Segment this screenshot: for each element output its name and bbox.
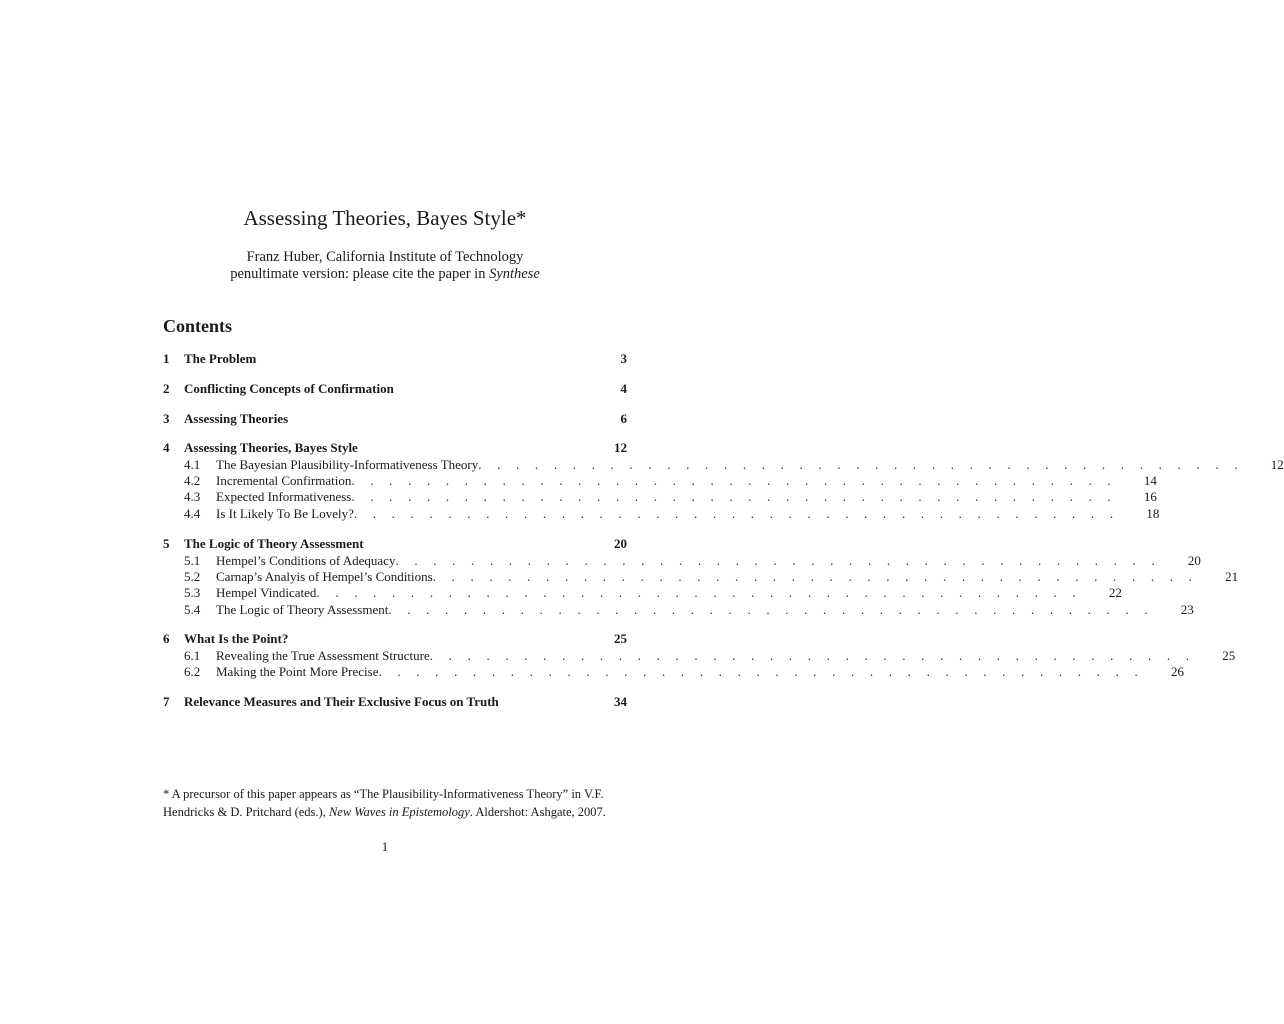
toc-subsection-page: 25 — [1222, 648, 1236, 663]
toc-subsection-number: 4.1 — [184, 457, 201, 472]
page-number: 1 — [381, 839, 389, 854]
toc-section-page: 4 — [620, 381, 627, 396]
toc-section-page: 25 — [614, 631, 627, 646]
toc-subsection-page: 12 — [1270, 457, 1284, 472]
footnote — [163, 785, 633, 821]
paper-title: Assessing Theories, Bayes Style* — [243, 206, 527, 230]
toc-section-5[interactable] — [163, 535, 627, 552]
dot-leader: . . . . . . . . . . . . . . . . . . . . . . . . . . . . . . . . . . . . . . . . . — [432, 569, 1199, 585]
footnote-book-title: New Waves in Epistemology — [328, 805, 470, 819]
toc-section-title: Assessing Theories, Bayes Style — [184, 440, 358, 455]
toc-subsection-number: 6.1 — [184, 648, 201, 663]
toc-section-page: 6 — [620, 411, 627, 426]
toc-section-6[interactable] — [163, 630, 627, 647]
toc-subsection-page: 18 — [1146, 505, 1160, 521]
toc-section-number: 3 — [163, 411, 170, 426]
toc-section-title: Conflicting Concepts of Confirmation — [184, 381, 394, 396]
toc-section-title: Relevance Measures and Their Exclusive Focus on Truth — [184, 694, 499, 709]
toc-subsection-page: 22 — [1108, 585, 1122, 601]
toc-subsection-number: 5.3 — [184, 585, 201, 601]
toc-subsection-number: 4.4 — [184, 505, 201, 521]
toc-section-4[interactable] — [163, 439, 627, 456]
toc-subsection-title: Making the Point More Precise — [216, 664, 379, 680]
toc-subsection-number: 5.1 — [184, 553, 201, 568]
toc-section-number: 7 — [163, 694, 170, 709]
dot-leader: . . . . . . . . . . . . . . . . . . . . . . . . . . . . . . . . . . . . . . . . . — [378, 664, 1144, 680]
toc-subsection-title: Is It Likely To Be Lovely? — [216, 505, 354, 521]
toc-section-page: 34 — [614, 694, 627, 709]
dot-leader: . . . . . . . . . . . . . . . . . . . . . . . . . . . . . . . . . . . . . . . . . — [351, 473, 1117, 489]
toc-section-title: What Is the Point? — [184, 631, 289, 646]
toc-subsection-5-1[interactable] — [163, 552, 1201, 569]
footnote-text: * A precursor of this paper appears as “The Plausibility-Informativeness Theory” in V.F. Hendricks & D. Pritchard (eds.), — [163, 787, 604, 819]
dot-leader: . . . . . . . . . . . . . . . . . . . . . . . . . . . . . . . . . . . . . . . . . — [478, 457, 1244, 472]
toc-section-number: 1 — [163, 351, 170, 366]
toc-subsection-page: 26 — [1170, 664, 1184, 680]
toc-subsection-6-2[interactable] — [163, 663, 1184, 680]
toc-subsection-title: The Logic of Theory Assessment — [216, 601, 389, 617]
toc-subsection-number: 4.2 — [184, 473, 201, 489]
toc-subsection-4-2[interactable] — [163, 472, 1157, 489]
toc-subsection-page: 21 — [1225, 569, 1239, 585]
toc-section-page: 12 — [614, 440, 627, 455]
toc-section-title: The Problem — [184, 351, 257, 366]
toc-section-2[interactable] — [163, 380, 627, 397]
toc-subsection-5-4[interactable] — [163, 601, 1194, 618]
toc-subsection-title: The Bayesian Plausibility-Informativeness Theory — [216, 457, 479, 472]
author-line: Franz Huber, California Institute of Technology — [246, 249, 524, 265]
toc-section-number: 2 — [163, 381, 170, 396]
toc-subsection-6-1[interactable] — [163, 647, 1236, 664]
toc-section-page: 20 — [614, 536, 627, 551]
toc-section-number: 5 — [163, 536, 170, 551]
toc-subsection-4-1[interactable] — [163, 456, 1284, 473]
toc-section-number: 6 — [163, 631, 170, 646]
toc-subsection-number: 4.3 — [184, 489, 201, 505]
toc-section-page: 3 — [620, 351, 627, 366]
toc-subsection-page: 14 — [1143, 473, 1157, 489]
toc-section-7[interactable] — [163, 693, 627, 710]
footnote-text-end: . Aldershot: Ashgate, 2007. — [469, 805, 606, 819]
toc-subsection-page: 16 — [1143, 489, 1157, 505]
journal-name: Synthese — [489, 266, 540, 282]
toc-subsection-page: 23 — [1180, 601, 1194, 617]
toc-subsection-number: 5.4 — [184, 601, 201, 617]
toc-section-3[interactable] — [163, 410, 627, 427]
toc-subsection-page: 20 — [1187, 553, 1201, 568]
toc-section-title: Assessing Theories — [184, 411, 289, 426]
toc-subsection-5-2[interactable] — [163, 568, 1239, 585]
toc-subsection-number: 6.2 — [184, 664, 201, 680]
dot-leader: . . . . . . . . . . . . . . . . . . . . . . . . . . . . . . . . . . . . . . . . . — [353, 505, 1120, 521]
toc-subsection-title: Incremental Confirmation — [216, 473, 352, 489]
toc-section-1[interactable] — [163, 350, 627, 367]
dot-leader: . . . . . . . . . . . . . . . . . . . . . . . . . . . . . . . . . . . . . . . . . — [316, 585, 1082, 601]
toc-subsection-4-4[interactable] — [163, 505, 1160, 522]
dot-leader: . . . . . . . . . . . . . . . . . . . . . . . . . . . . . . . . . . . . . . . . . — [351, 489, 1117, 505]
version-note — [0, 265, 770, 284]
toc-subsection-5-3[interactable] — [163, 584, 1122, 601]
toc-subsection-title: Revealing the True Assessment Structure — [216, 648, 430, 663]
toc-subsection-title: Carnap’s Analyis of Hempel’s Conditions — [216, 569, 433, 585]
toc-subsection-4-3[interactable] — [163, 488, 1157, 505]
toc-section-title: The Logic of Theory Assessment — [184, 536, 364, 551]
toc-subsection-title: Expected Informativeness — [216, 489, 352, 505]
dot-leader: . . . . . . . . . . . . . . . . . . . . . . . . . . . . . . . . . . . . . . . . . — [395, 553, 1161, 568]
toc-subsection-title: Hempel’s Conditions of Adequacy — [216, 553, 396, 568]
toc-section-number: 4 — [163, 440, 170, 455]
toc-subsection-title: Hempel Vindicated — [216, 585, 317, 601]
dot-leader: . . . . . . . . . . . . . . . . . . . . . . . . . . . . . . . . . . . . . . . . . — [388, 601, 1154, 617]
dot-leader: . . . . . . . . . . . . . . . . . . . . . . . . . . . . . . . . . . . . . . . . . — [429, 648, 1196, 663]
contents-heading: Contents — [163, 316, 233, 336]
version-note-prefix: penultimate version: please cite the paper in — [230, 266, 490, 282]
toc-subsection-number: 5.2 — [184, 569, 201, 585]
